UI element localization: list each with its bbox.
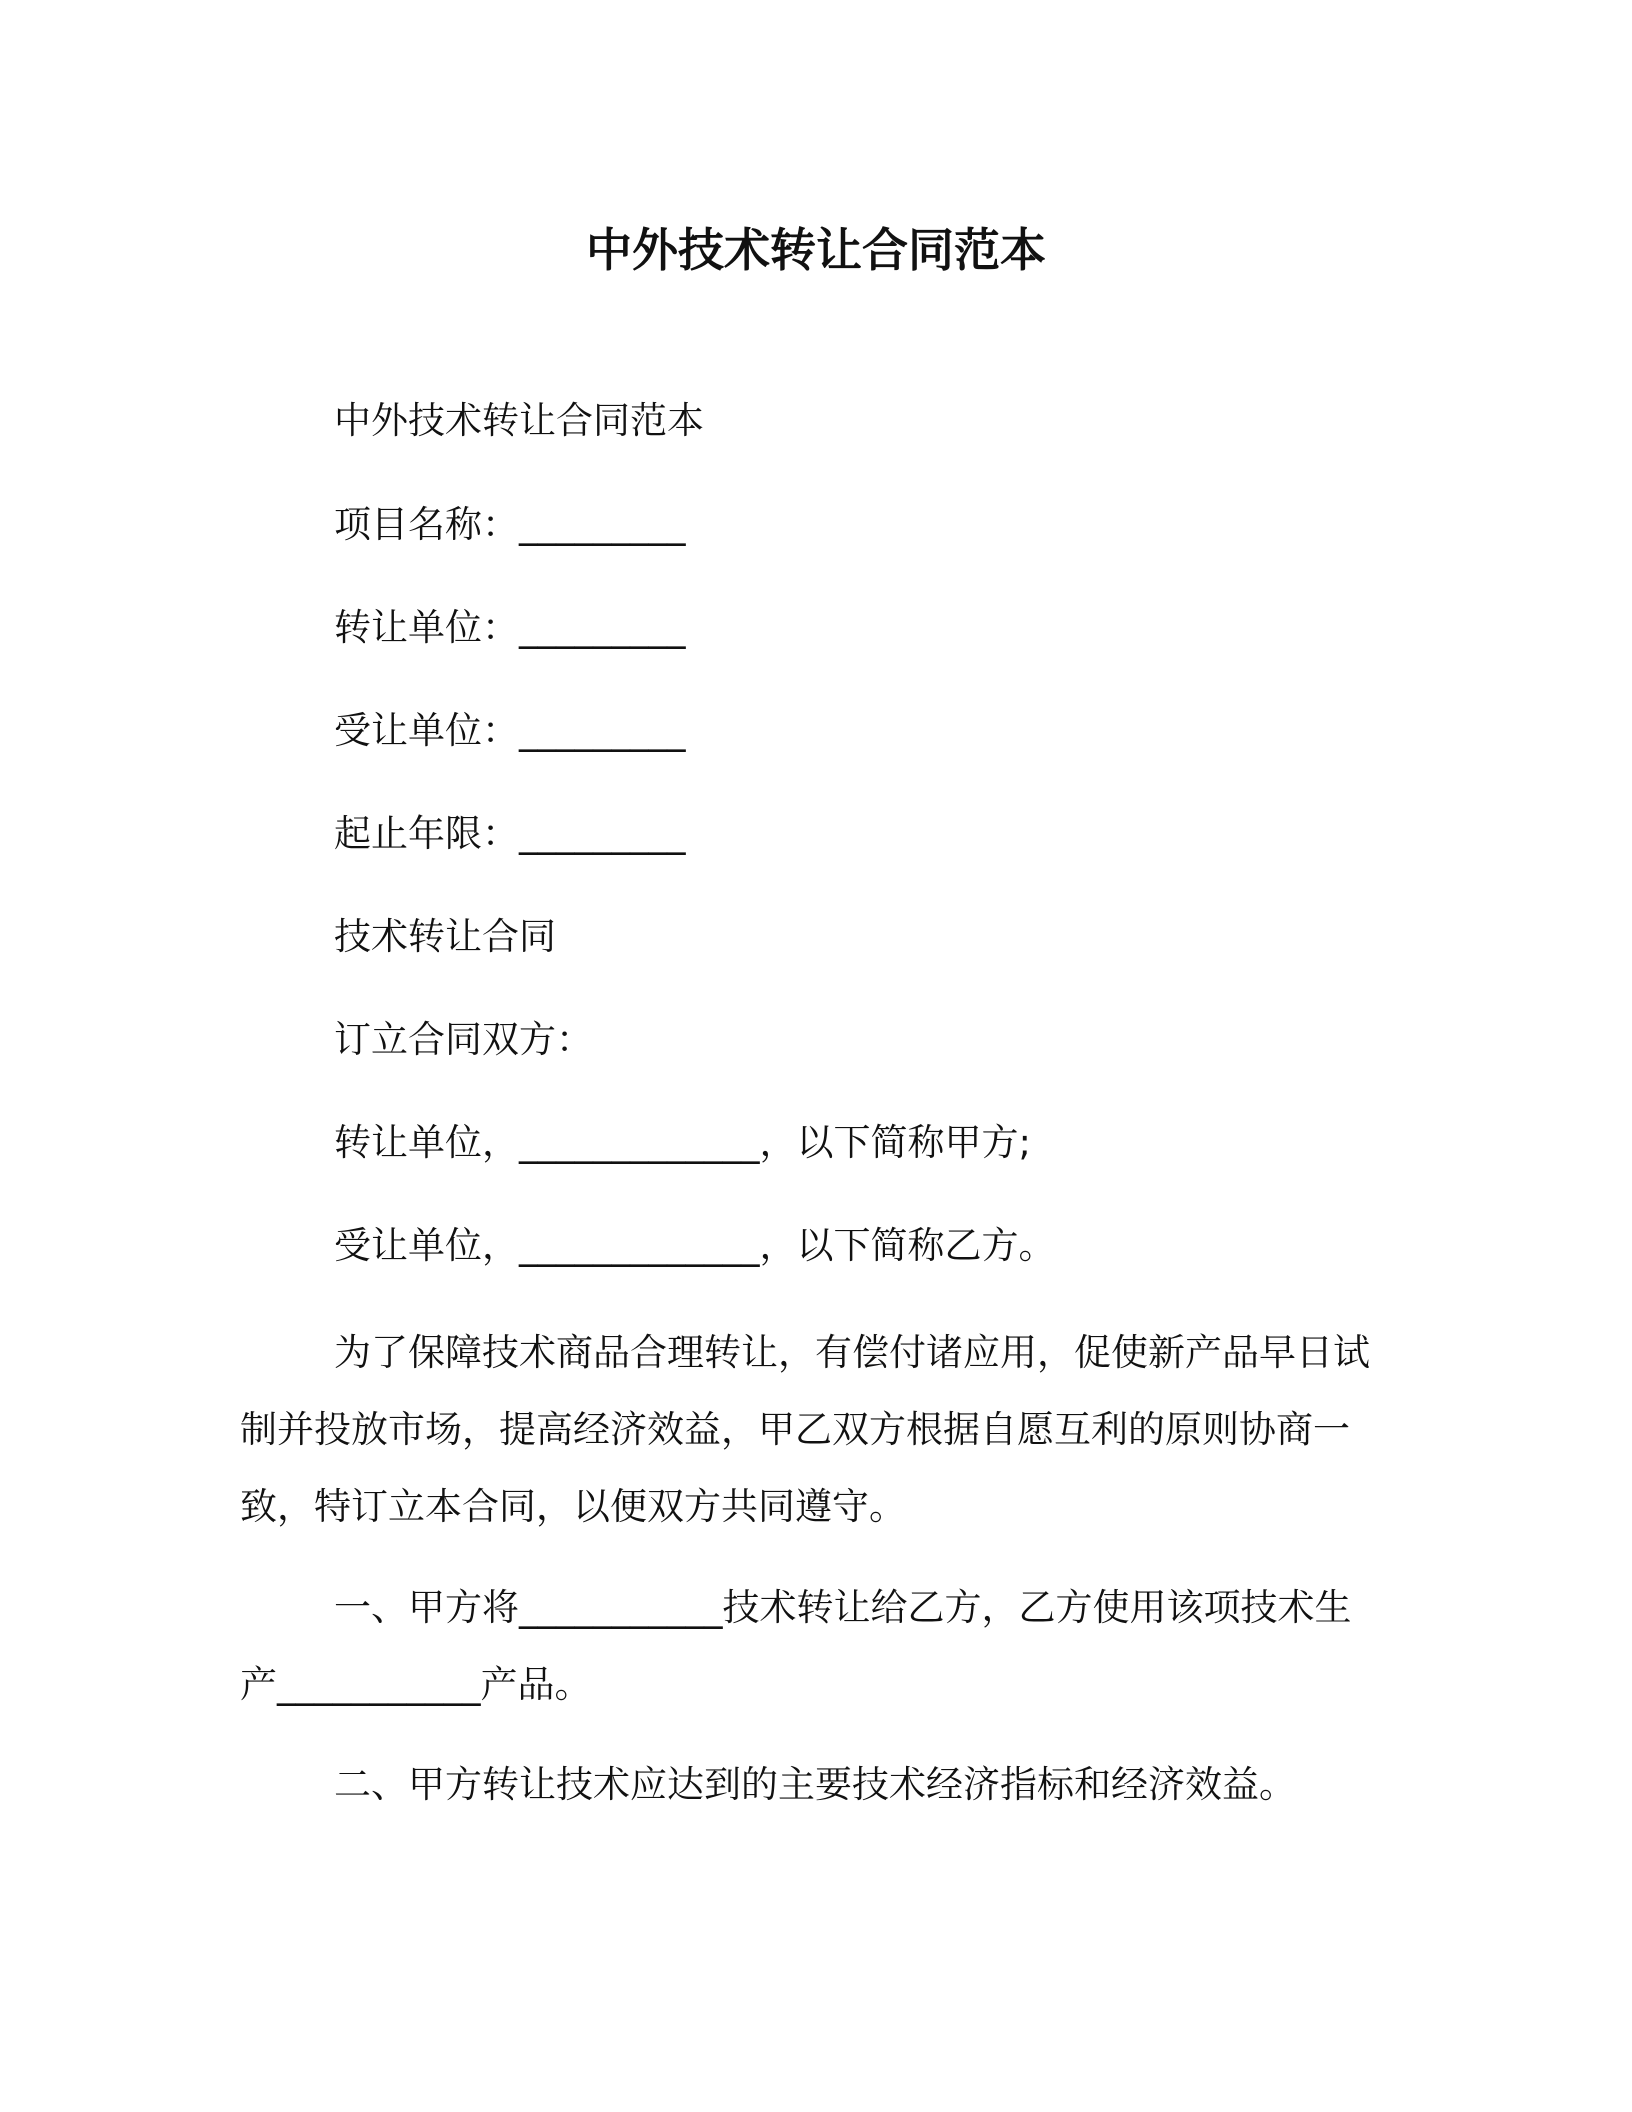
parties-heading: 订立合同双方： xyxy=(334,1018,593,1061)
contract-heading: 技术转让合同 xyxy=(334,915,556,958)
project-name-field: 项目名称：_________ xyxy=(334,503,686,546)
subtitle-line: 中外技术转让合同范本 xyxy=(334,399,704,442)
preamble-paragraph: 为了保障技术商品合理转让，有偿付诸应用，促使新产品早日试制并投放市场，提高经济效益，甲乙双方根据自愿互利的原则协商一致，特订立本合同，以便双方共同遵守。 xyxy=(240,1331,1370,1528)
party-b-line: 受让单位，_____________，以下简称乙方。 xyxy=(334,1224,1056,1267)
transferor-field: 转让单位：_________ xyxy=(334,606,686,649)
transferee-field: 受让单位：_________ xyxy=(334,709,686,752)
clause-2-paragraph: 二、甲方转让技术应达到的主要技术经济指标和经济效益。 xyxy=(334,1763,1296,1806)
document-title: 中外技术转让合同范本 xyxy=(586,223,1046,277)
clause-1-paragraph: 一、甲方将___________技术转让给乙方，乙方使用该项技术生产___________产品。 xyxy=(240,1586,1352,1706)
term-field: 起止年限：_________ xyxy=(334,812,686,855)
party-a-line: 转让单位，_____________，以下简称甲方; xyxy=(334,1121,1031,1164)
